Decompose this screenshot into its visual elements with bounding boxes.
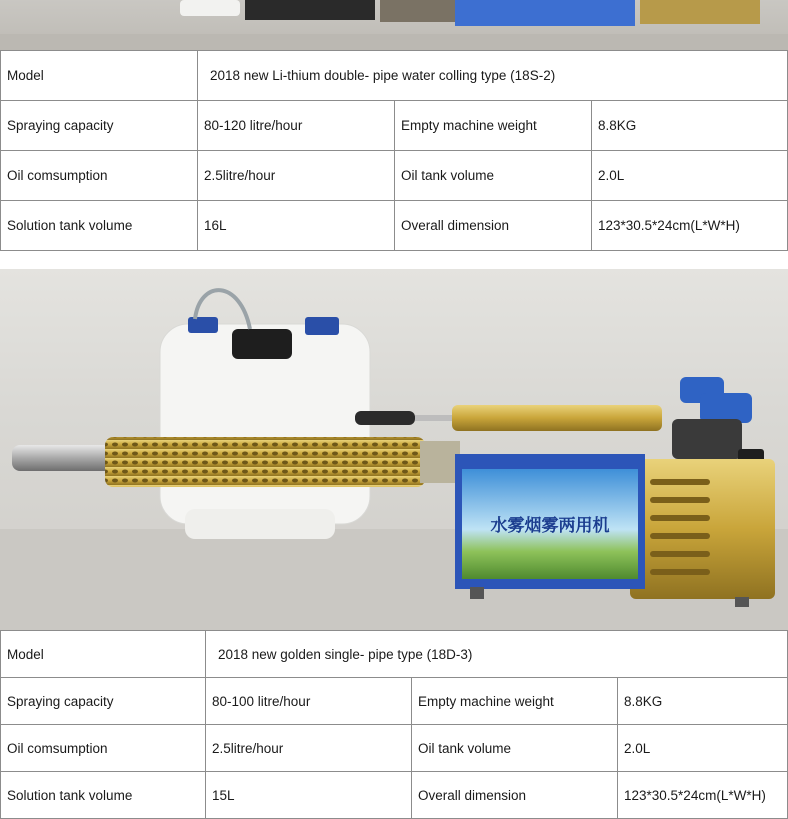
spec-label: Oil tank volume bbox=[395, 151, 592, 201]
spec-value: 2.0L bbox=[618, 725, 788, 772]
table-row bbox=[1, 772, 788, 819]
product-panel-text: 水雾烟雾两用机 bbox=[490, 516, 610, 536]
spec-label: Solution tank volume bbox=[1, 772, 206, 819]
product-photo-top-illustration bbox=[0, 0, 788, 50]
model-label: Model bbox=[1, 631, 206, 678]
spec-table-18d-3 bbox=[0, 630, 788, 819]
spec-value: 15L bbox=[206, 772, 412, 819]
spec-value: 16L bbox=[198, 201, 395, 251]
table-row bbox=[1, 51, 788, 101]
spec-label: Oil comsumption bbox=[1, 151, 198, 201]
spec-value: 80-100 litre/hour bbox=[206, 678, 412, 725]
spec-table-18s-2 bbox=[0, 50, 788, 251]
table-row bbox=[1, 201, 788, 251]
spec-label: Empty machine weight bbox=[395, 101, 592, 151]
product-photo-top-crop bbox=[0, 0, 788, 50]
model-value: 2018 new Li-thium double- pipe water colling type (18S-2) bbox=[198, 51, 788, 101]
fogger-illustration bbox=[0, 269, 788, 630]
table-row bbox=[1, 151, 788, 201]
spec-label: Oil comsumption bbox=[1, 725, 206, 772]
spec-value: 2.0L bbox=[592, 151, 788, 201]
model-value: 2018 new golden single- pipe type (18D-3) bbox=[206, 631, 788, 678]
table-row bbox=[1, 101, 788, 151]
spec-value: 123*30.5*24cm(L*W*H) bbox=[618, 772, 788, 819]
table-row bbox=[1, 631, 788, 678]
product-photo-fogger bbox=[0, 269, 788, 630]
spec-label: Spraying capacity bbox=[1, 678, 206, 725]
table-row bbox=[1, 678, 788, 725]
spec-label: Spraying capacity bbox=[1, 101, 198, 151]
model-label: Model bbox=[1, 51, 198, 101]
spec-value: 123*30.5*24cm(L*W*H) bbox=[592, 201, 788, 251]
spec-label: Overall dimension bbox=[412, 772, 618, 819]
spec-value: 2.5litre/hour bbox=[198, 151, 395, 201]
spec-label: Oil tank volume bbox=[412, 725, 618, 772]
spec-label: Solution tank volume bbox=[1, 201, 198, 251]
spec-value: 8.8KG bbox=[592, 101, 788, 151]
spec-value: 80-120 litre/hour bbox=[198, 101, 395, 151]
spec-label: Empty machine weight bbox=[412, 678, 618, 725]
table-row bbox=[1, 725, 788, 772]
spec-value: 8.8KG bbox=[618, 678, 788, 725]
spec-label: Overall dimension bbox=[395, 201, 592, 251]
spec-value: 2.5litre/hour bbox=[206, 725, 412, 772]
